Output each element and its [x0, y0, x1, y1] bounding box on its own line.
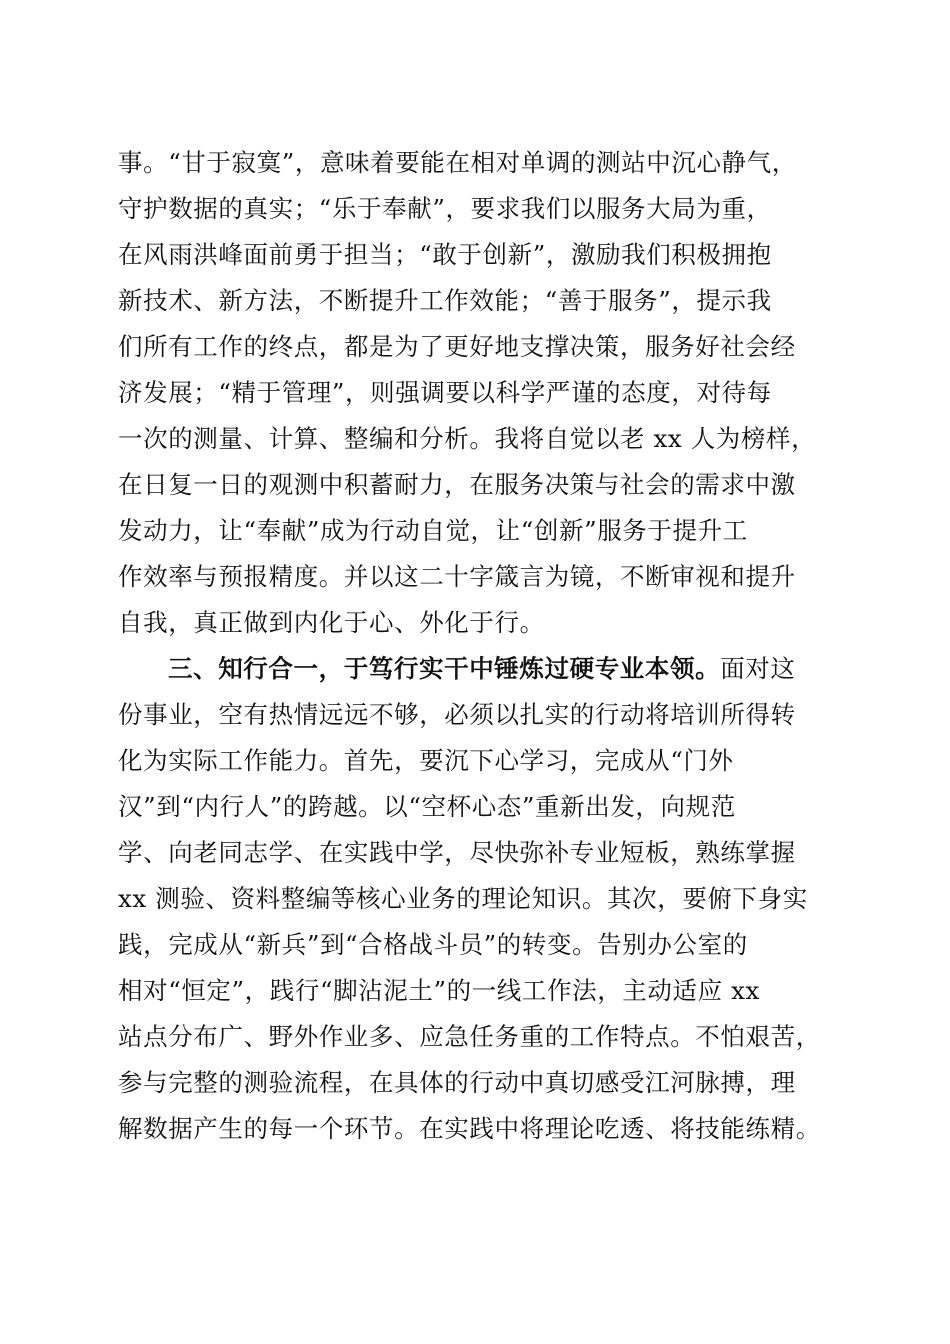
section-3-first-line-text: 面对这 [720, 654, 796, 683]
text-line: 新技术、新方法，不断提升工作效能；“善于服务”，提示我 [118, 286, 772, 315]
text-line: 守护数据的真实；“乐于奉献”，要求我们以服务大局为重， [118, 194, 772, 223]
text-line: 份事业，空有热情远远不够，必须以扎实的行动将培训所得转 [118, 700, 796, 729]
text-line: 一次的测量、计算、整编和分析。我将自觉以老 xx 人为榜样， [118, 424, 817, 453]
text-line: 在日复一日的观测中积蓄耐力，在服务决策与社会的需求中激 [118, 470, 796, 499]
text-line: 发动力，让“奉献”成为行动自觉，让“创新”服务于提升工 [118, 516, 748, 545]
text-line: 践，完成从“新兵”到“合格战斗员”的转变。告别办公室的 [118, 930, 748, 959]
text-line: 们所有工作的终点，都是为了更好地支撑决策，服务好社会经 [118, 332, 796, 361]
text-line: 自我，真正做到内化于心、外化于行。 [118, 608, 545, 637]
text-line: 济发展；“精于管理”，则强调要以科学严谨的态度，对待每 [118, 378, 772, 407]
text-line: 相对“恒定”，践行“脚沾泥土”的一线工作法，主动适应 xx [118, 976, 760, 1005]
text-line: 汉”到“内行人”的跨越。以“空杯心态”重新出发，向规范 [118, 792, 736, 821]
text-line: 化为实际工作能力。首先，要沉下心学习，完成从“门外 [118, 746, 734, 775]
text-line: 学、向老同志学、在实践中学，尽快弥补专业短板，熟练掌握 [118, 838, 796, 867]
section-3-first-line [168, 650, 796, 688]
section-3-heading: 三、知行合一，于笃行实干中锤炼过硬专业本领。 [168, 654, 721, 683]
text-line: 解数据产生的每一个环节。在实践中将理论吃透、将技能练精。 [118, 1114, 821, 1143]
text-line: 参与完整的测验流程，在具体的行动中真切感受江河脉搏，理 [118, 1068, 796, 1097]
text-line: 在风雨洪峰面前勇于担当；“敢于创新”，激励我们积极拥抱 [118, 240, 772, 269]
text-line: 站点分布广、野外作业多、应急任务重的工作特点。不怕艰苦， [118, 1022, 821, 1051]
text-line: 作效率与预报精度。并以这二十字箴言为镜，不断审视和提升 [118, 562, 796, 591]
text-line: 事。“甘于寂寞”，意味着要能在相对单调的测站中沉心静气， [118, 148, 797, 177]
text-line: xx 测验、资料整编等核心业务的理论知识。其次，要俯下身实 [118, 884, 808, 913]
